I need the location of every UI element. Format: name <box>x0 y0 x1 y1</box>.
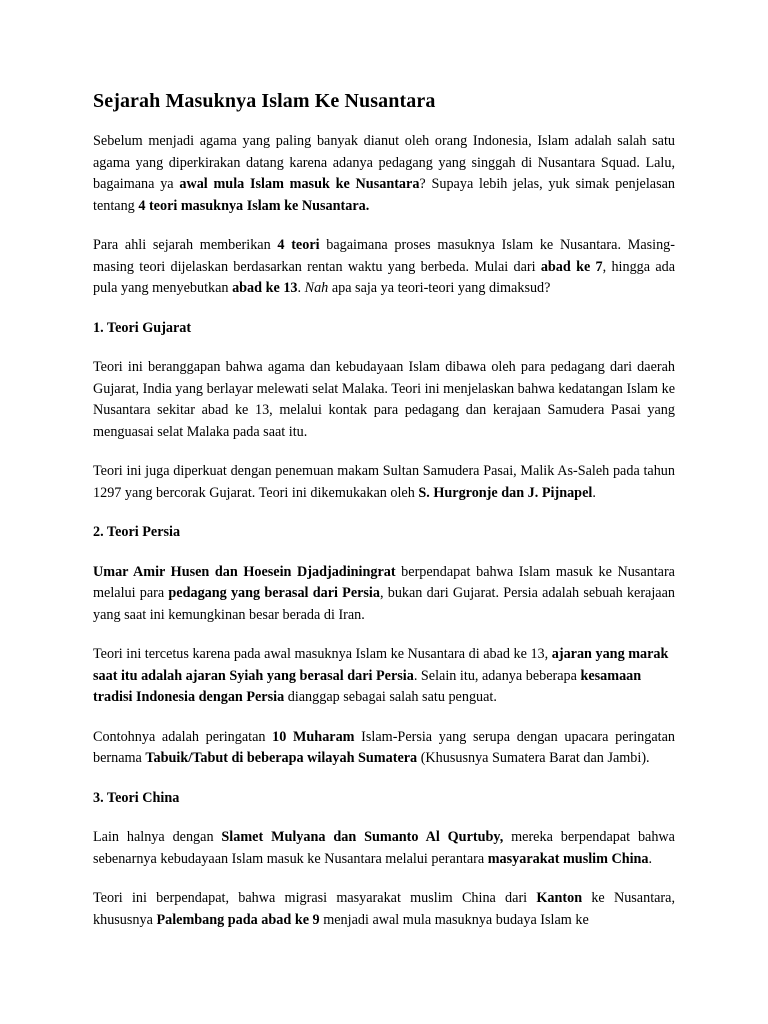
text-run: Lain halnya dengan <box>93 829 222 845</box>
text-run: mereka berpendapat bahwa sebenarnya kebudayaan Islam masuk ke Nusantara melalui perantara <box>93 829 675 867</box>
text-run: bagaimana proses masuknya Islam ke Nusantara. Masing-masing teori dijelaskan berdasarkan rentan waktu yang berbeda. Mulai dari <box>93 237 675 275</box>
bold-run: Umar Amir Husen dan Hoesein Djadjadiningrat <box>93 563 396 580</box>
section-heading-china: 3. Teori China <box>93 789 180 806</box>
text-run: Islam-Persia yang serupa dengan upacara peringatan bernama <box>93 728 675 766</box>
bold-run: Slamet Mulyana dan Sumanto Al Qurtuby, <box>221 829 504 845</box>
text-run: Teori ini juga diperkuat dengan penemuan makam Sultan Samudera Pasai, Malik As-Saleh pada tahun 1297 yang bercorak Gujarat. Teori ini dikemukakan oleh <box>93 463 675 501</box>
text-run: menjadi awal mula masuknya budaya Islam ke <box>319 911 589 928</box>
text-run: ke Nusantara, khususnya <box>93 890 676 928</box>
paragraph-intro <box>93 131 675 217</box>
paragraph-persia-2 <box>93 644 675 709</box>
text-run: Para ahli sejarah memberikan <box>93 237 278 253</box>
section-heading-persia: 2. Teori Persia <box>93 524 181 540</box>
document-page <box>93 89 675 949</box>
bold-run: pedagang yang berasal dari Persia <box>168 585 380 601</box>
text-run: Teori ini berpendapat, bahwa migrasi masyarakat muslim China dari <box>93 890 537 906</box>
text-run: . <box>648 850 653 867</box>
page-title: Sejarah Masuknya Islam Ke Nusantara <box>93 90 436 112</box>
text-run: (Khususnya Sumatera Barat dan Jambi). <box>417 750 650 766</box>
bold-run: Kanton <box>536 890 583 906</box>
text-run: apa saja ya teori-teori yang dimaksud? <box>328 280 551 296</box>
text-run: , bukan dari Gujarat. Persia adalah sebuah kerajaan yang saat ini kemungkinan besar berada di Iran. <box>93 585 675 623</box>
bold-run: S. Hurgronje dan J. Pijnapel <box>418 484 593 501</box>
bold-run: Tabuik/Tabut di beberapa wilayah Sumatera <box>145 750 418 766</box>
paragraph-gujarat-1: Teori ini beranggapan bahwa agama dan kebudayaan Islam dibawa oleh para pedagang dari daerah Gujarat, India yang berlayar melewati selat Malaka. Teori ini menjelaskan bahwa kedatangan Islam ke Nusantara sekitar abad ke 13, melalui kontak para pedagang dan kerajaan Samudera Pasai yang menguasai selat Malaka pada saat itu. <box>93 359 675 440</box>
bold-run: abad ke 13 <box>232 280 298 296</box>
text-run: Teori ini tercetus karena pada awal masuknya Islam ke Nusantara di abad ke 13, <box>93 646 552 662</box>
text-run: . Selain itu, adanya beberapa <box>413 667 581 684</box>
bold-run: abad ke 7 <box>540 258 603 275</box>
bold-run: kesamaan tradisi Indonesia dengan Persia <box>93 667 642 705</box>
bold-run: awal mula Islam masuk ke Nusantara <box>179 176 420 192</box>
text-run: Sebelum menjadi agama yang paling banyak dianut oleh orang Indonesia, Islam adalah salah satu agama yang diperkirakan datang karena adanya pedagang yang singgah di Nusantara Squad. Lalu, bagaimana ya <box>93 133 675 192</box>
text-run: , hingga ada pula yang menyebutkan <box>93 258 676 296</box>
paragraph-gujarat-2 <box>93 461 675 504</box>
bold-run: 4 teori masuknya Islam ke Nusantara. <box>138 197 370 214</box>
italic-run: Nah <box>304 280 329 296</box>
bold-run: masyarakat muslim China <box>487 850 649 867</box>
section-heading-gujarat: 1. Teori Gujarat <box>93 319 192 336</box>
paragraph-china-1 <box>93 827 675 870</box>
bold-run: Palembang pada abad ke 9 <box>156 911 320 928</box>
paragraph-theories-overview <box>93 235 675 300</box>
text-run: dianggap sebagai salah satu penguat. <box>284 689 497 705</box>
text-run: berpendapat bahwa Islam masuk ke Nusantara melalui para <box>93 563 675 601</box>
text-run: ? Supaya lebih jelas, yuk simak penjelasan tentang <box>93 176 675 214</box>
bold-run: ajaran yang marak saat itu adalah ajaran Syiah yang berasal dari Persia <box>93 646 669 684</box>
paragraph-persia-3 <box>93 727 675 770</box>
text-run: . <box>297 280 305 296</box>
paragraph-persia-1 <box>93 562 675 627</box>
bold-run: 10 Muharam <box>272 728 355 745</box>
text-run: . <box>592 484 596 501</box>
bold-run: 4 teori <box>277 237 320 253</box>
text-run: Contohnya adalah peringatan <box>93 728 273 745</box>
paragraph-china-2 <box>93 888 675 931</box>
